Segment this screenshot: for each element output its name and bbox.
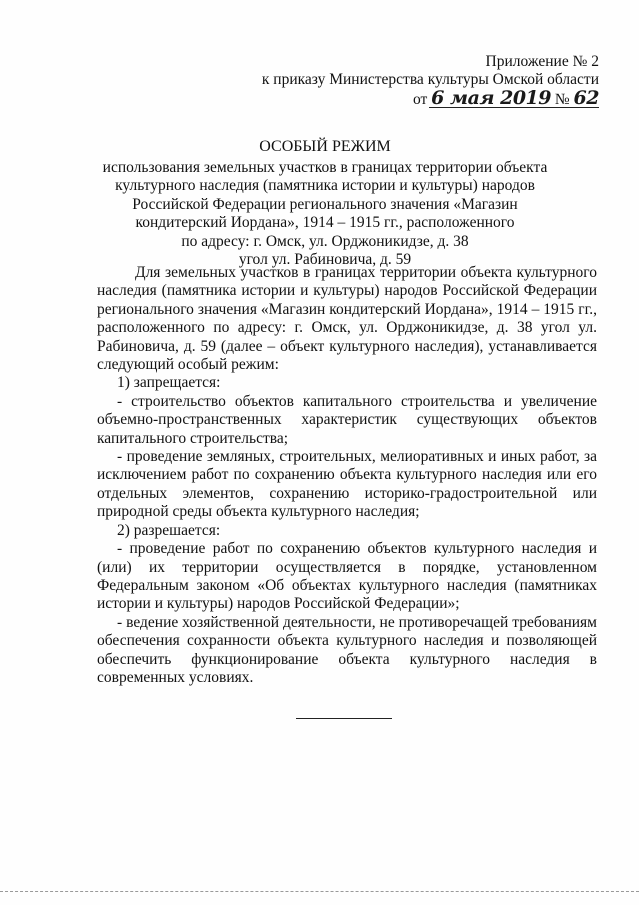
subtitle-line: использования земельных участков в границах территории объекта: [102, 158, 548, 176]
title-block: [90, 138, 560, 270]
permitted-item: - ведение хозяйственной деятельности, не противоречащей требованиям обеспечения сохранности объекта культурного наследия и позволяющей обеспечить функционирование объекта культурного наследия в современных условиях.: [97, 613, 597, 686]
subtitle-line: Российской Федерации регионального значения «Магазин: [132, 195, 518, 213]
date-underline: [429, 107, 599, 108]
date-number-line: [262, 89, 599, 109]
handwritten-number: 62: [573, 87, 599, 109]
prohibited-item: - строительство объектов капитального строительства и увеличение объемно-пространственных характеристик существующих объектов капитального строительства;: [97, 392, 597, 447]
appendix-label: Приложение № 2: [485, 53, 599, 70]
subtitle-line: по адресу: г. Омск, ул. Орджоникидзе, д. 38: [181, 232, 469, 250]
date-prefix: от: [412, 91, 428, 108]
closing-separator-line: [296, 718, 392, 719]
permitted-item: - проведение работ по сохранению объектов культурного наследия и (или) их территории осуществляется в порядке, установленном Федеральным законом «Об объектах культурного наследия (памятниках истории и культуры) народов Российской Федерации»;: [97, 540, 597, 613]
prohibited-item: - проведение земляных, строительных, мелиоративных и иных работ, за исключением работ по сохранению объекта культурного наследия или его отдельных элементов, сохранению историко-градостроительной или природной среды объекта культурного наследия;: [97, 448, 597, 521]
number-prefix: №: [554, 91, 570, 108]
intro-paragraph: Для земельных участков в границах территории объекта культурного наследия (памятника истории и культуры) народов Российской Федерации регионального значения «Магазин кондитерский Иордана», 1914 – 1915 гг., расположенного по адресу: г. Омск, ул. Орджоникидзе, д. 38 угол ул. Рабиновича, д. 59 (далее – объект культурного наследия), устанавливается следующий особый режим:: [97, 264, 597, 374]
subtitle-line: кондитерский Иордана», 1914 – 1915 гг., расположенного: [135, 214, 515, 231]
scan-edge-line: [0, 891, 639, 892]
document-body: [97, 264, 597, 687]
document-title: ОСОБЫЙ РЕЖИМ: [259, 138, 391, 155]
subtitle-line: культурного наследия (памятника истории и культуры) народов: [115, 177, 535, 194]
section-heading-prohibited: 1) запрещается:: [117, 374, 221, 392]
subtitle-line: угол ул. Рабиновича, д. 59: [238, 251, 412, 268]
handwritten-date: 6 мая 2019: [431, 87, 551, 109]
order-reference: к приказу Министерства культуры Омской области: [261, 71, 599, 88]
document-header: [262, 53, 599, 109]
section-heading-permitted: 2) разрешается:: [117, 521, 221, 539]
